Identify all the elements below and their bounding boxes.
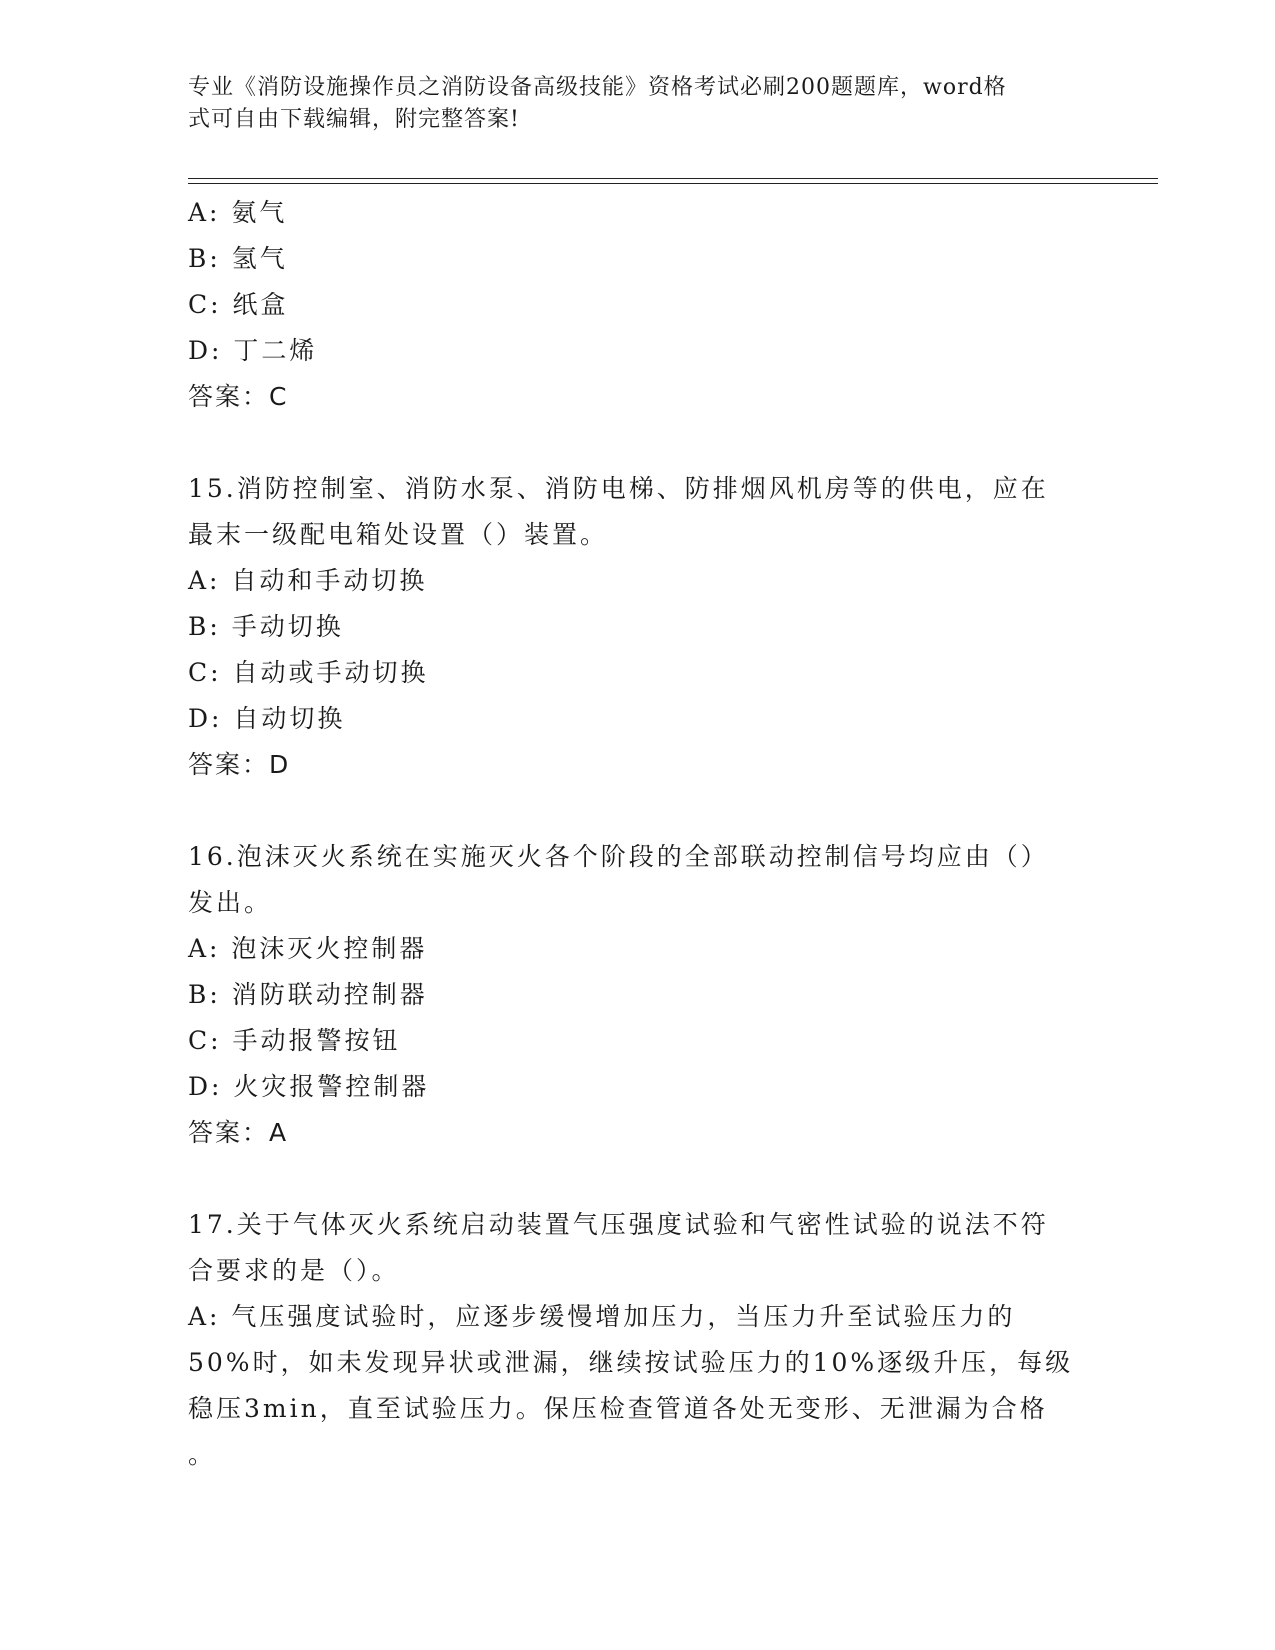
question-list	[188, 190, 1088, 1478]
q16-stem-line-2: 发出。	[188, 888, 273, 917]
header-title-line-2: 式可自由下载编辑，附完整答案!	[188, 107, 520, 132]
q17-stem-line-1: 17.关于气体灭火系统启动装置气压强度试验和气密性试验的说法不符	[188, 1210, 1049, 1239]
q15-option-c: C: 自动或手动切换	[188, 658, 429, 687]
q15-stem-line-2: 最末一级配电箱处设置（）装置。	[188, 520, 609, 549]
question-15	[188, 466, 1088, 788]
spacer	[188, 420, 1088, 466]
header-divider-top	[188, 178, 1158, 179]
q17-option-a-line-1: A: 气压强度试验时，应逐步缓慢增加压力，当压力升至试验压力的	[188, 1302, 1016, 1331]
q14-option-b: B: 氢气	[188, 244, 288, 273]
q16-option-a: A: 泡沫灭火控制器	[188, 934, 428, 963]
spacer	[188, 1156, 1088, 1202]
q16-stem-line-1: 16.泡沫灭火系统在实施灭火各个阶段的全部联动控制信号均应由（）	[188, 842, 1049, 871]
document-header	[188, 72, 1068, 136]
q17-stem-line-2: 合要求的是（）。	[188, 1256, 400, 1285]
question-16	[188, 834, 1088, 1156]
question-14-continued	[188, 190, 1088, 420]
q14-option-d: D: 丁二烯	[188, 336, 318, 365]
question-17	[188, 1202, 1088, 1478]
q15-option-b: B: 手动切换	[188, 612, 344, 641]
q14-option-a: A: 氨气	[188, 198, 288, 227]
q16-option-c: C: 手动报警按钮	[188, 1026, 401, 1055]
header-title-line-1: 专业《消防设施操作员之消防设备高级技能》资格考试必刷200题题库，word格	[188, 75, 1007, 100]
q17-option-a-line-2: 50%时，如未发现异状或泄漏，继续按试验压力的10%逐级升压，每级	[188, 1348, 1074, 1377]
q15-answer: 答案：D	[188, 750, 291, 779]
q16-option-b: B: 消防联动控制器	[188, 980, 428, 1009]
q15-option-d: D: 自动切换	[188, 704, 346, 733]
q14-answer: 答案：C	[188, 382, 289, 411]
q14-option-c: C: 纸盒	[188, 290, 289, 319]
q17-option-a-line-3: 稳压3min，直至试验压力。保压检查管道各处无变形、无泄漏为合格	[188, 1394, 1048, 1423]
q16-option-d: D: 火灾报警控制器	[188, 1072, 430, 1101]
spacer	[188, 788, 1088, 834]
q17-option-a-line-4: 。	[188, 1440, 217, 1469]
header-divider-bottom	[188, 183, 1158, 184]
q15-stem-line-1: 15.消防控制室、消防水泵、消防电梯、防排烟风机房等的供电，应在	[188, 474, 1049, 503]
q15-option-a: A: 自动和手动切换	[188, 566, 428, 595]
q16-answer: 答案：A	[188, 1118, 289, 1147]
